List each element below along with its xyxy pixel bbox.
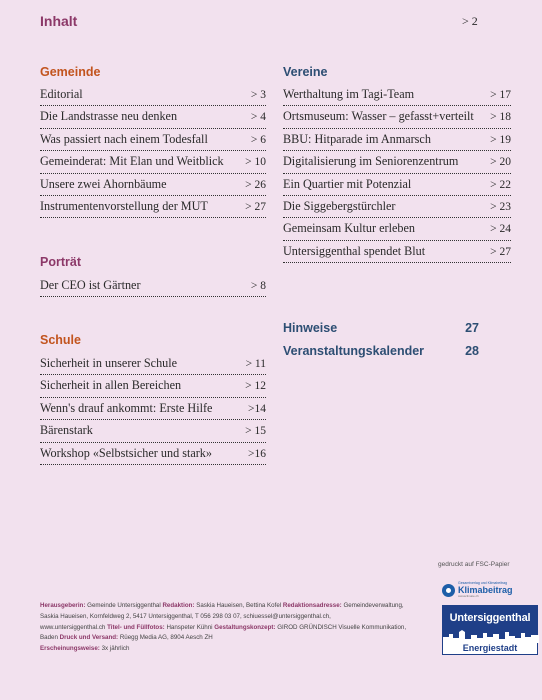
toc-item-page: > 4 [250, 111, 266, 124]
toc-item-page: > 26 [245, 178, 266, 191]
toc-item[interactable] [40, 84, 266, 106]
toc-item-label: Digitalisierung im Seniorenzentrum [283, 154, 459, 169]
toc-item-page: > 23 [490, 200, 511, 213]
toc-item[interactable] [283, 241, 511, 263]
toc-item-label: Was passiert nach einem Todesfall [40, 131, 208, 146]
toc-schule [40, 353, 266, 465]
toc-item-label: Die Landstrasse neu denken [40, 109, 178, 124]
toc-kalender[interactable] [283, 344, 479, 358]
toc-item-page: > 12 [245, 380, 266, 393]
impressum-herausgeberin: Gemeinde Untersiggenthal [87, 602, 161, 609]
toc-item-page: > 19 [490, 133, 511, 146]
klima-big-text: Klimabeitrag [458, 584, 513, 595]
toc-item[interactable] [283, 196, 511, 218]
toc-item-label: Werthaltung im Tagi-Team [283, 87, 415, 101]
toc-item[interactable] [283, 106, 511, 128]
section-title-gemeinde: Gemeinde [40, 65, 101, 79]
energiestadt-logo [442, 605, 538, 655]
impressum-erscheinung: 3x jährlich [101, 645, 130, 653]
logo-town-name: Untersiggenthal [449, 612, 531, 624]
toc-hinweise-page: 27 [465, 321, 479, 335]
toc-item-page: > 24 [490, 223, 511, 236]
impressum-fotos: Hanspeter Kühni [166, 623, 213, 631]
toc-item-label: Bärenstark [40, 423, 93, 438]
klima-circle-icon [442, 584, 455, 597]
klima-small-text: Gesamtverlag und Klimabeitrag [458, 581, 508, 586]
section-title-vereine: Vereine [283, 65, 328, 79]
toc-item[interactable] [283, 84, 511, 106]
toc-item-label: Untersiggenthal spendet Blut [283, 243, 426, 258]
impressum-konzept-2: Baden [40, 634, 58, 642]
toc-item-label: Gemeinderat: Mit Elan und Weitblick [40, 154, 224, 169]
toc-item-page: > 10 [245, 156, 266, 169]
toc-item[interactable] [40, 375, 266, 397]
toc-item-label: Gemeinsam Kultur erleben [283, 221, 415, 236]
toc-item-page: > 20 [490, 156, 511, 169]
toc-item-label: Ein Quartier mit Potenzial [283, 176, 412, 191]
toc-item-label: BBU: Hitparade im Anmarsch [283, 131, 431, 146]
section-title-portraet: Porträt [40, 255, 81, 269]
impressum-konzept-label: Gestaltungskonzept: [214, 623, 276, 631]
toc-item[interactable] [40, 420, 266, 442]
toc-item-page: > 8 [250, 280, 266, 292]
klimabeitrag-logo [442, 580, 540, 600]
toc-kalender-label: Veranstaltungskalender [283, 344, 425, 358]
toc-item[interactable] [40, 129, 266, 151]
fsc-note: gedruckt auf FSC-Papier [438, 561, 510, 568]
toc-item[interactable] [40, 174, 266, 196]
impressum-herausgeberin-label: Herausgeberin: [40, 602, 86, 609]
toc-item-page: > 15 [245, 425, 266, 438]
toc-item-label: Sicherheit in unserer Schule [40, 356, 178, 370]
toc-item-page: > 27 [490, 245, 511, 258]
impressum-druck-label: Druck und Versand: [59, 634, 119, 642]
toc-vereine [283, 84, 511, 263]
toc-item-label: Der CEO ist Gärtner [40, 278, 141, 292]
toc-item-page: > 22 [490, 178, 511, 191]
toc-item-label: Editorial [40, 87, 83, 101]
klima-sub-text: swissclimate.ch [458, 593, 479, 598]
toc-item[interactable] [283, 151, 511, 173]
impressum-redaktion-label: Redaktion: [162, 602, 195, 609]
toc-item-page: >16 [248, 447, 266, 460]
toc-item-page: > 27 [245, 200, 266, 213]
toc-hinweise-label: Hinweise [283, 321, 338, 335]
toc-hinweise[interactable] [283, 321, 479, 335]
toc-item-label: Instrumentenvorstellung der MUT [40, 198, 208, 213]
impressum-adresse-label: Redaktionsadresse: [282, 602, 342, 609]
toc-item-label: Unsere zwei Ahornbäume [40, 176, 167, 191]
logo-energiestadt: Energiestadt [443, 642, 537, 654]
toc-item-label: Ortsmuseum: Wasser – gefasst+verteilt [283, 109, 474, 124]
section-title-schule: Schule [40, 333, 81, 347]
toc-item-label: Wenn's drauf ankommt: Erste Hilfe [40, 400, 213, 415]
page-title: Inhalt [40, 13, 78, 29]
toc-kalender-page: 28 [465, 344, 479, 358]
impressum-website[interactable]: www.untersiggenthal.ch [40, 623, 106, 631]
toc-item-page: >14 [248, 402, 266, 415]
impressum-erscheinung-label: Erscheinungsweise: [40, 645, 100, 653]
impressum-adresse-2: Saskia Haueisen, Kornfeldweg 2, 5417 Untersiggenthal, T 056 298 03 07, schiuessel@untersiggenthal.ch, [40, 612, 331, 620]
impressum-druck: Rüegg Media AG, 8904 Aesch ZH [119, 634, 213, 642]
toc-item[interactable] [283, 174, 511, 196]
toc-item[interactable] [40, 151, 266, 173]
impressum-konzept-1: GIROD GRÜNDISCH Visuelle Kommunikation, [277, 623, 407, 631]
toc-item[interactable] [283, 129, 511, 151]
impressum [40, 601, 435, 655]
toc-item-page: > 3 [250, 89, 266, 101]
toc-item-label: Sicherheit in allen Bereichen [40, 378, 182, 393]
toc-portraet [40, 275, 266, 297]
impressum-fotos-label: Titel- und Füllfotos: [107, 623, 165, 631]
toc-item-page: > 11 [245, 358, 266, 370]
toc-item-label: Workshop «Selbstsicher und stark» [40, 445, 212, 460]
toc-item-page: > 18 [490, 111, 511, 124]
toc-item[interactable] [40, 106, 266, 128]
toc-item[interactable] [40, 196, 266, 218]
toc-item-label: Die Siggebergstürchler [283, 198, 396, 213]
toc-item-page: > 6 [250, 133, 266, 146]
toc-item-page: > 17 [490, 89, 511, 101]
impressum-adresse-1: Gemeindeverwaltung, [343, 602, 404, 609]
toc-item[interactable] [40, 275, 266, 297]
toc-item[interactable] [283, 218, 511, 240]
toc-item[interactable] [40, 398, 266, 420]
page-number: > 2 [462, 14, 478, 28]
toc-item[interactable] [40, 443, 266, 465]
toc-item[interactable] [40, 353, 266, 375]
impressum-redaktion: Saskia Haueisen, Bettina Kofel [196, 602, 282, 609]
toc-gemeinde [40, 84, 266, 218]
